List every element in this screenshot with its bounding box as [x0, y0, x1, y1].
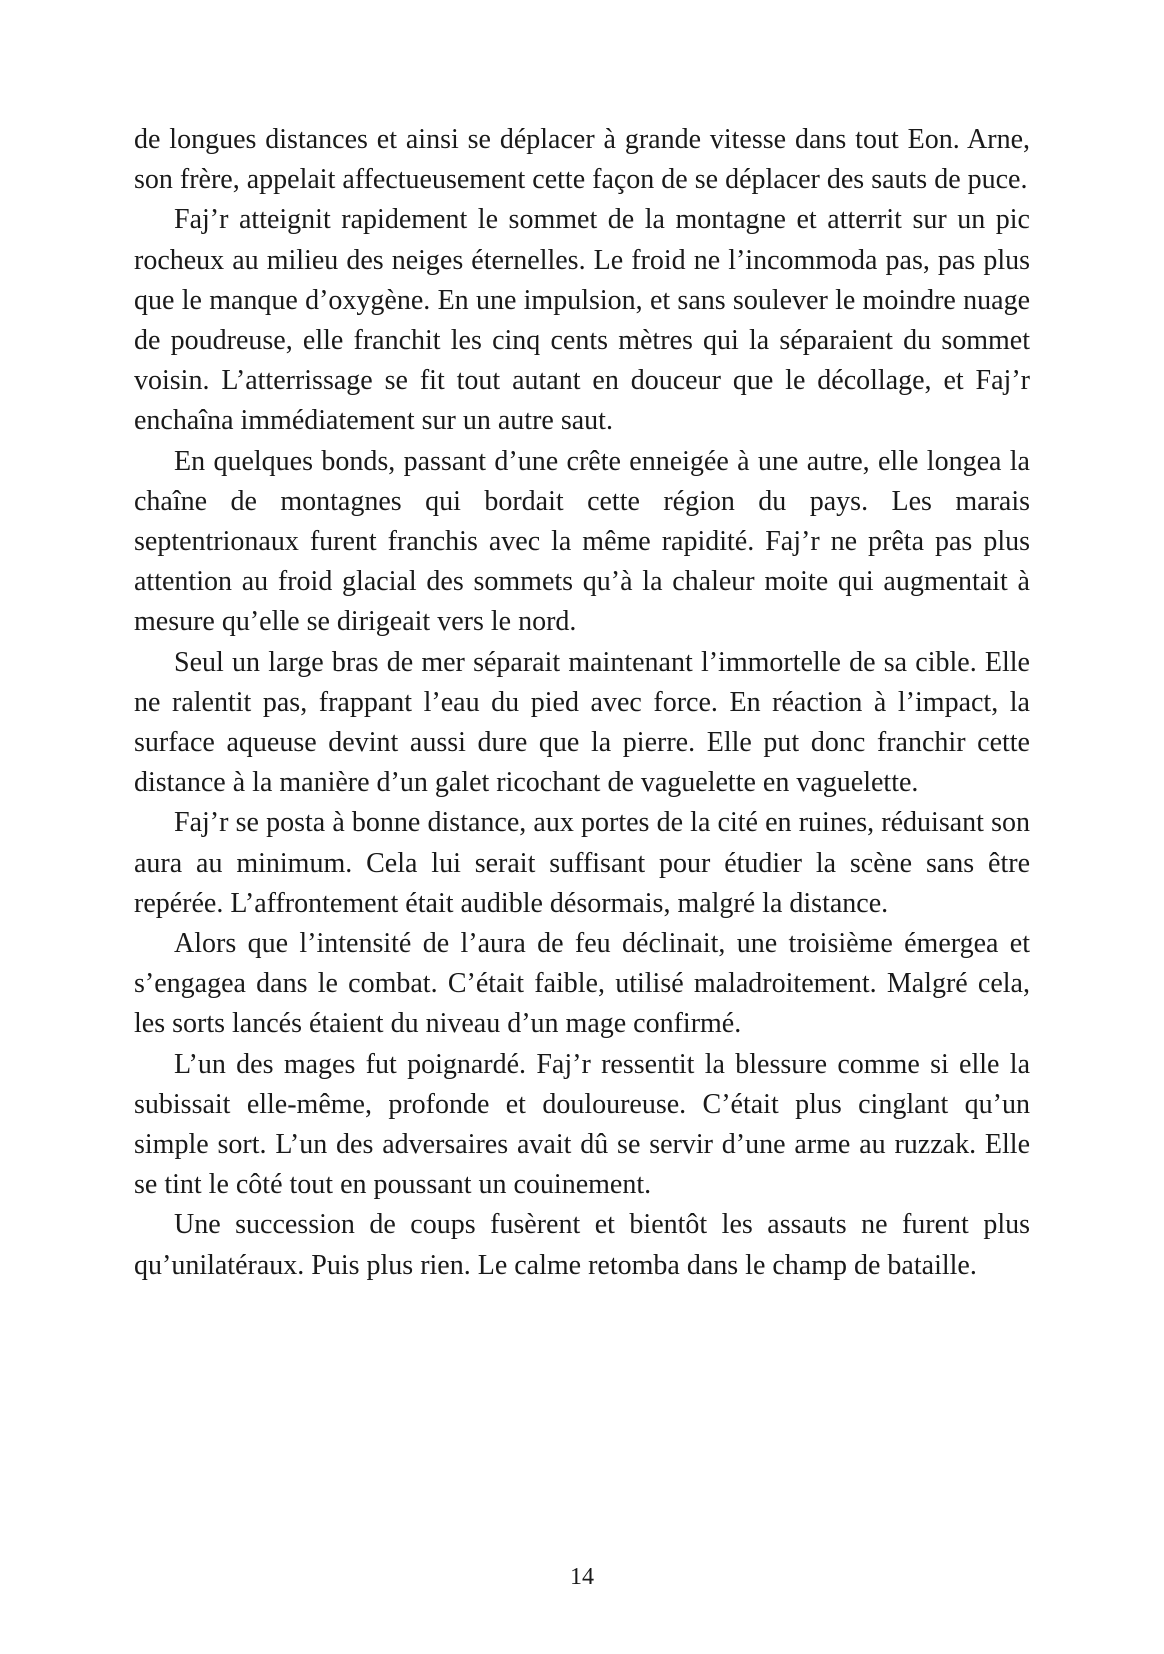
- paragraph-4: Seul un large bras de mer séparait maintenant l’immortelle de sa cible. Elle ne ralentit pas, frappant l’eau du pied avec force. En réaction à l’impact, la surface aqueuse devint aussi dure que la pierre. Elle put donc franchir cette distance à la manière d’un galet ricochant de vaguelette en vaguelette.: [134, 646, 1030, 799]
- body-text: [134, 120, 1030, 1286]
- paragraph-8: Une succession de coups fusèrent et bientôt les assauts ne furent plus qu’unilatéraux. Puis plus rien. Le calme retomba dans le champ de bataille.: [134, 1209, 1030, 1281]
- paragraph-5: Faj’r se posta à bonne distance, aux portes de la cité en ruines, réduisant son aura au minimum. Cela lui serait suffisant pour étudier la scène sans être repérée. L’affrontement était audible désormais, malgré la distance.: [134, 807, 1030, 919]
- paragraph-3: En quelques bonds, passant d’une crête enneigée à une autre, elle longea la chaîne de montagnes qui bordait cette région du pays. Les marais septentrionaux furent franchis avec la même rapidité. Faj’r ne prêta pas plus attention au froid glacial des sommets qu’à la chaleur moite qui augmentait à mesure qu’elle se dirigeait vers le nord.: [134, 445, 1030, 638]
- page-number: 14: [570, 1564, 594, 1590]
- paragraph-7: L’un des mages fut poignardé. Faj’r ressentit la blessure comme si elle la subissait elle-même, profonde et douloureuse. C’était plus cinglant qu’un simple sort. L’un des adversaires avait dû se servir d’une arme au ruzzak. Elle se tint le côté tout en poussant un couinement.: [134, 1048, 1030, 1201]
- paragraph-2: Faj’r atteignit rapidement le sommet de la montagne et atterrit sur un pic rocheux au milieu des neiges éternelles. Le froid ne l’incommoda pas, pas plus que le manque d’oxygène. En une impulsion, et sans soulever le moindre nuage de poudreuse, elle franchit les cinq cents mètres qui la séparaient du sommet voisin. L’atterrissage se fit tout autant en douceur que le décollage, et Faj’r enchaîna immédiatement sur un autre saut.: [134, 204, 1030, 437]
- paragraph-1: de longues distances et ainsi se déplacer à grande vitesse dans tout Eon. Arne, son frère, appelait affectueusement cette façon de se déplacer des sauts de puce.: [134, 124, 1030, 196]
- paragraph-6: Alors que l’intensité de l’aura de feu déclinait, une troisième émergea et s’engagea dans le combat. C’était faible, utilisé maladroitement. Malgré cela, les sorts lancés étaient du niveau d’un mage confirmé.: [134, 928, 1030, 1040]
